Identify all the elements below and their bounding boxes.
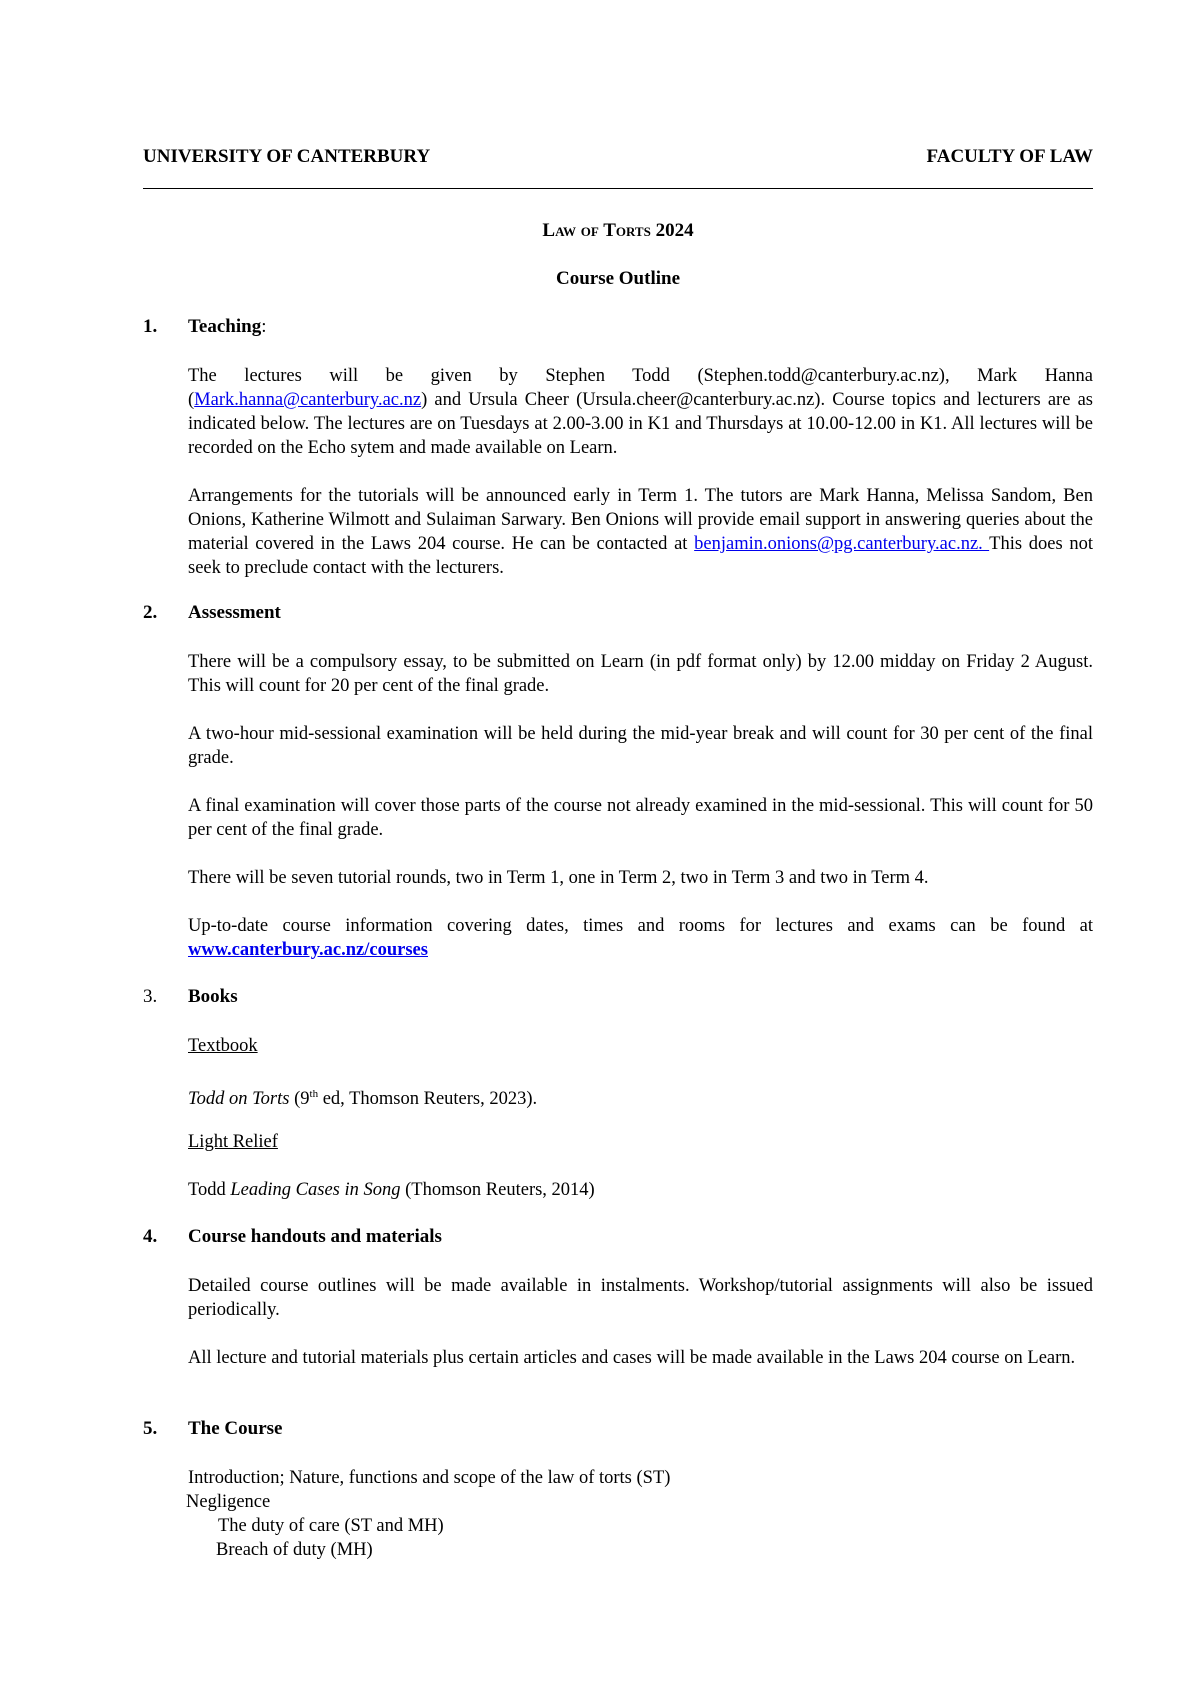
- section-title: Assessment: [188, 602, 281, 623]
- section-title: Books: [188, 986, 238, 1007]
- section-title: Teaching: [188, 316, 262, 337]
- textbook-edition: (9: [289, 1089, 310, 1109]
- section-1-heading: [143, 316, 267, 338]
- edition-superscript: th: [309, 1088, 319, 1100]
- section-number: 1.: [143, 316, 158, 337]
- teaching-paragraph-1: [188, 364, 1093, 460]
- paragraph-text: ) and Ursula Cheer (Ursula.cheer@canterbury.ac.nz). Course topics and lecturers are as indicated below. The lectures are on Tuesdays at 2.00-3.00 in K1 and Thursdays at 10.00-12.00 in K1. All lectures will be recorded on the Echo sytem and made available on Learn.: [188, 390, 1093, 458]
- assessment-paragraph-2: A two-hour mid-sessional examination will be held during the mid-year break and will count for 30 per cent of the final grade.: [188, 724, 1093, 768]
- relief-title: Leading Cases in Song: [230, 1180, 401, 1200]
- textbook-publisher: ed, Thomson Reuters, 2023).: [318, 1089, 538, 1109]
- page-header: [143, 146, 1093, 168]
- course-title-year: 2024: [655, 220, 694, 241]
- assessment-paragraph-5: Up-to-date course information covering dates, times and rooms for lectures and exams can be found at: [188, 916, 1093, 936]
- course-title: [143, 220, 1093, 242]
- textbook-entry: [188, 1082, 1093, 1111]
- light-relief-label: [188, 1130, 1093, 1154]
- section-number: 3.: [143, 986, 158, 1007]
- courses-link[interactable]: www.canterbury.ac.nz/courses: [188, 940, 428, 960]
- section-number: 5.: [143, 1418, 158, 1439]
- header-rule: [143, 188, 1093, 189]
- section-title: The Course: [188, 1418, 283, 1439]
- materials-paragraph-2: All lecture and tutorial materials plus certain articles and cases will be made available in the Laws 204 course on Learn.: [188, 1348, 1076, 1368]
- assessment-paragraph-1: There will be a compulsory essay, to be submitted on Learn (in pdf format only) by 12.00 midday on Friday 2 August. This will count for 20 per cent of the final grade.: [188, 652, 1093, 696]
- course-title-text: Law of Torts: [542, 220, 651, 241]
- faculty-name: FACULTY OF LAW: [926, 146, 1093, 167]
- textbook-label-text: Textbook: [188, 1036, 258, 1056]
- email-link-hanna[interactable]: Mark.hanna@canterbury.ac.nz: [194, 390, 422, 410]
- section-number: 4.: [143, 1226, 158, 1247]
- paragraph-text: The lectures will be given by Stephen Todd (Stephen.todd@canterbury.ac.nz), Mark Hanna (: [188, 366, 1093, 410]
- textbook-label: [188, 1034, 1093, 1058]
- section-2-heading: [143, 602, 281, 624]
- section-title: Course handouts and materials: [188, 1226, 442, 1247]
- assessment-paragraph-3: A final examination will cover those parts of the course not already examined in the mid-sessional. This will count for 50 per cent of the final grade.: [188, 796, 1093, 840]
- section-5-heading: [143, 1418, 282, 1440]
- light-relief-entry: [188, 1178, 1093, 1202]
- course-subtopic-line: Breach of duty (MH): [216, 1540, 373, 1560]
- course-subtopic-line: The duty of care (ST and MH): [218, 1516, 444, 1536]
- email-link-onions[interactable]: benjamin.onions@pg.canterbury.ac.nz.: [694, 534, 990, 554]
- assessment-paragraph-4: There will be seven tutorial rounds, two in Term 1, one in Term 2, two in Term 3 and two in Term 4.: [188, 868, 929, 888]
- course-topic-line: Negligence: [186, 1492, 271, 1512]
- section-title-suffix: :: [261, 316, 267, 337]
- paragraph-text: Arrangements for the tutorials will be announced early in Term 1. The tutors are Mark Hanna, Melissa Sandom, Ben Onions, Katherine Wilmott and Sulaiman Sarwary. Ben Onions will provide email support in answering queries about the material covered in the Laws 204 course. He can be contacted at: [188, 486, 1093, 554]
- materials-paragraph-1: Detailed course outlines will be made available in instalments. Workshop/tutorial assignments will also be issued periodically.: [188, 1276, 1093, 1320]
- relief-publisher: (Thomson Reuters, 2014): [400, 1180, 595, 1200]
- textbook-title: Todd on Torts: [188, 1089, 290, 1109]
- section-4-heading: [143, 1226, 442, 1248]
- light-relief-label-text: Light Relief: [188, 1132, 278, 1152]
- section-3-heading: [143, 986, 238, 1008]
- university-name: UNIVERSITY OF CANTERBURY: [143, 146, 431, 167]
- section-number: 2.: [143, 602, 158, 623]
- paragraph-text: This does not seek to preclude contact with the lecturers.: [188, 534, 1093, 578]
- course-topic-line: Introduction; Nature, functions and scope of the law of torts (ST): [188, 1468, 671, 1488]
- assessment-link-line: [188, 938, 1093, 962]
- teaching-paragraph-2: [188, 484, 1093, 580]
- relief-author: Todd: [188, 1180, 231, 1200]
- course-subtitle: Course Outline: [555, 268, 681, 289]
